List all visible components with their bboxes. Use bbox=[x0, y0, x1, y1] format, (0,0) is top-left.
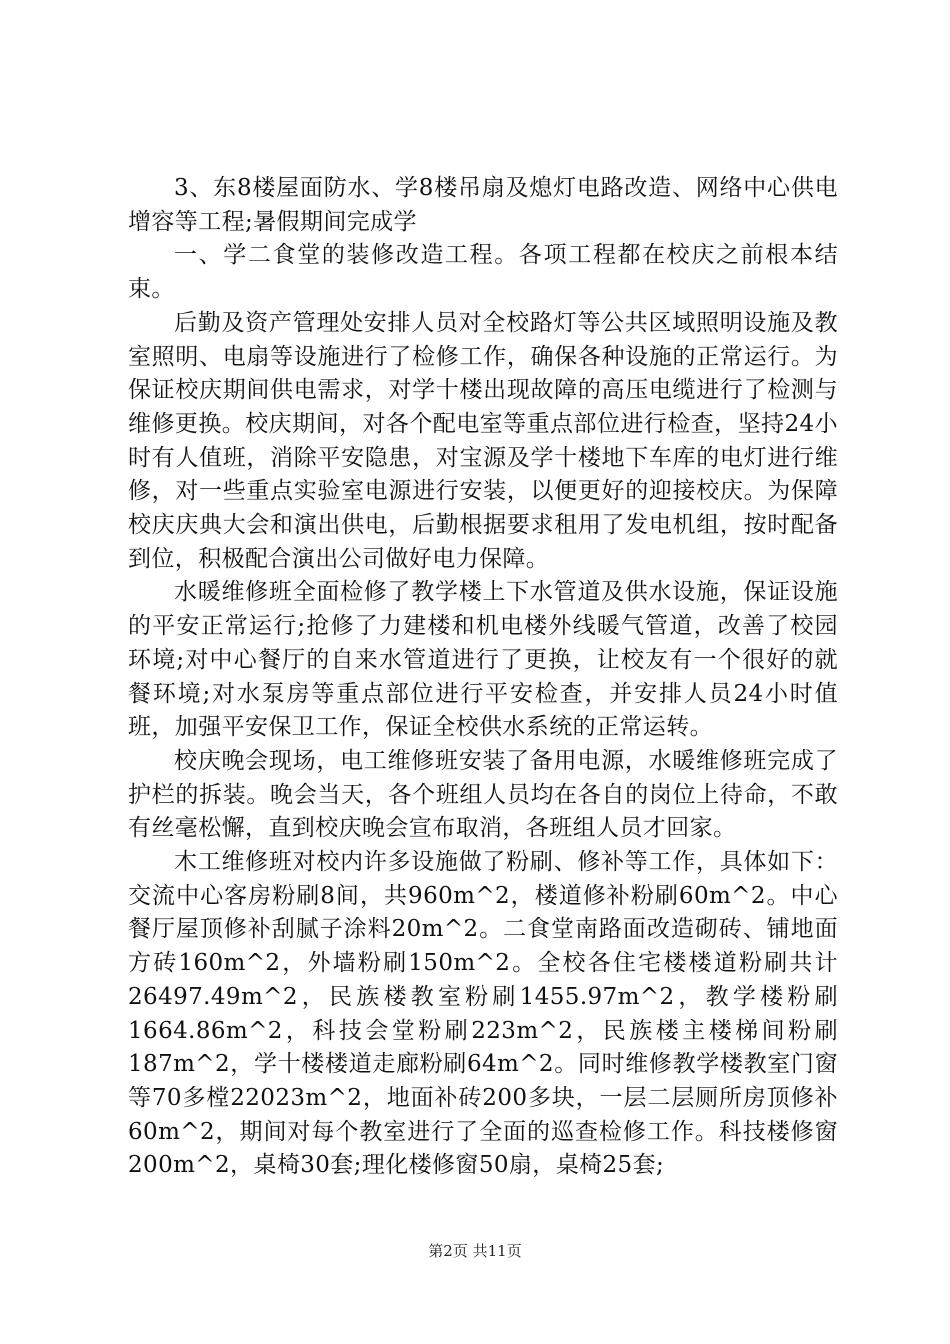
page-number-footer: 第2页 共11页 bbox=[428, 1242, 522, 1260]
paragraph-electrical-maintenance: 后勤及资产管理处安排人员对全校路灯等公共区域照明设施及教室照明、电扇等设施进行了检修工作，确保各种设施的正常运行。为保证校庆期间供电需求，对学十楼出现故障的高压电缆进行了检测与维修更换。校庆期间，对各个配电室等重点部位进行检查，坚持24小时有人值班，消除平安隐患，对宝源及学十楼地下车库的电灯进行维修，对一些重点实验室电源进行安装，以便更好的迎接校庆。为保障校庆庆典大会和演出供电，后勤根据要求租用了发电机组，按时配备到位，积极配合演出公司做好电力保障。 bbox=[128, 309, 838, 572]
document-body bbox=[128, 172, 838, 1183]
paragraph-plumbing-maintenance: 水暖维修班全面检修了教学楼上下水管道及供水设施，保证设施的平安正常运行;抢修了力建楼和机电楼外线暖气管道，改善了校园环境;对中心餐厅的自来水管道进行了更换，让校友有一个很好的就餐环境;对水泵房等重点部位进行平安检查，并安排人员24小时值班，加强平安保卫工作，保证全校供水系统的正常运转。 bbox=[128, 579, 838, 741]
paragraph-canteen-renovation: 一、学二食堂的装修改造工程。各项工程都在校庆之前根本结束。 bbox=[128, 242, 838, 303]
paragraph-project-list: 3、东8楼屋面防水、学8楼吊扇及熄灯电路改造、网络中心供电增容等工程;暑假期间完成学 bbox=[128, 175, 838, 235]
paragraph-carpentry-work: 木工维修班对校内许多设施做了粉刷、修补等工作，具体如下：交流中心客房粉刷8间，共960m^2，楼道修补粉刷60m^2。中心餐厅屋顶修补刮腻子涂料20m^2。二食堂南路面改造砌砖、铺地面方砖160m^2，外墙粉刷150m^2。全校各住宅楼楼道粉刷共计26497.49m^2，民族楼教室粉刷1455.97m^2，教学楼粉刷1664.86m^2，科技会堂粉刷223m^2，民族楼主楼梯间粉刷187m^2，学十楼楼道走廊粉刷64m^2。同时维修教学楼教室门窗等70多樘22023m^2，地面补砖200多块，一层二层厕所房顶修补60m^2，期间对每个教室进行了全面的巡查检修工作。科技楼修窗200m^2，桌椅30套;理化楼修窗50扇，桌椅25套; bbox=[128, 849, 838, 1179]
paragraph-gala-support: 校庆晚会现场，电工维修班安装了备用电源，水暖维修班完成了护栏的拆装。晚会当天，各个班组人员均在各自的岗位上待命，不敢有丝毫松懈，直到校庆晚会宣布取消，各班组人员才回家。 bbox=[128, 747, 838, 842]
